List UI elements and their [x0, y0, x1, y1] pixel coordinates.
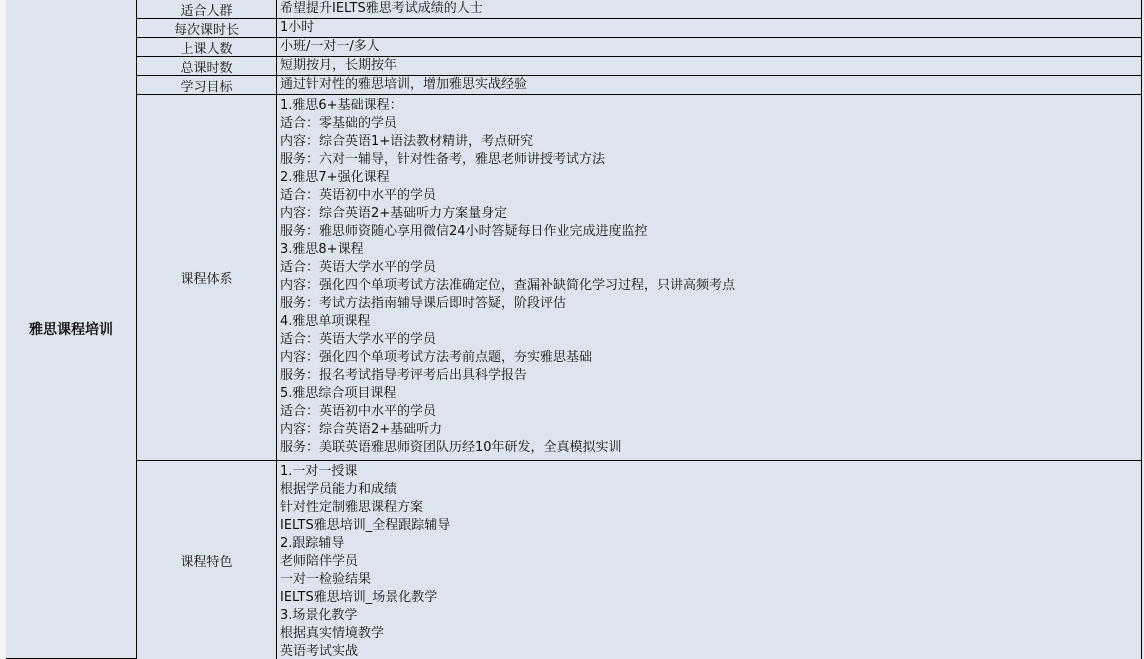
label-course-features: 课程特色: [180, 554, 233, 570]
course-system-line: 适合：英语大学水平的学员: [280, 260, 437, 275]
course-system-line: 服务：美联英语雅思师资团队历经10年研发，全真模拟实训: [280, 440, 622, 455]
course-system-line: 3.雅思8+课程: [280, 242, 364, 257]
label-cell-audience[interactable]: [137, 0, 277, 19]
label-cell-total-hours[interactable]: [137, 57, 277, 76]
value-audience: 希望提升IELTS雅思考试成绩的人士: [280, 1, 483, 16]
value-cell-total-hours[interactable]: [277, 57, 1142, 76]
course-system-line: 内容：强化四个单项考试方法考前点题，夯实雅思基础: [280, 350, 593, 365]
course-features-line: 针对性定制雅思课程方案: [280, 500, 424, 515]
course-features-line: 根据学员能力和成绩: [280, 482, 398, 497]
course-system-line: 适合：英语初中水平的学员: [280, 404, 437, 419]
value-cell-goal[interactable]: [277, 76, 1142, 95]
course-system-line: 2.雅思7+强化课程: [280, 170, 390, 185]
course-features-line: IELTS雅思培训_全程跟踪辅导: [280, 518, 451, 533]
value-duration: 1小时: [280, 20, 315, 35]
label-duration: 每次课时长: [173, 22, 239, 38]
label-class-size: 上课人数: [180, 41, 233, 57]
label-cell-course-features[interactable]: [137, 461, 277, 659]
course-features-line: 3.场景化教学: [280, 608, 358, 623]
course-features-line: 根据真实情境教学: [280, 626, 385, 641]
label-cell-course-system[interactable]: [137, 95, 277, 461]
label-audience: 适合人群: [180, 3, 233, 19]
course-title-cell[interactable]: [6, 0, 137, 659]
label-course-system: 课程体系: [180, 272, 233, 287]
label-cell-class-size[interactable]: [137, 38, 277, 57]
course-features-line: 老师陪伴学员: [280, 554, 359, 569]
course-features-line: 英语考试实战: [280, 644, 359, 659]
value-cell-course-system[interactable]: [277, 95, 1142, 461]
label-cell-goal[interactable]: [137, 76, 277, 95]
course-system-line: 内容：综合英语2+基础听力: [280, 422, 443, 437]
course-system-line: 服务：报名考试指导考评考后出具科学报告: [280, 368, 528, 383]
value-cell-course-features[interactable]: [277, 461, 1142, 659]
course-system-line: 内容：强化四个单项考试方法准确定位，查漏补缺简化学习过程，只讲高频考点: [280, 278, 736, 293]
value-cell-duration[interactable]: [277, 19, 1142, 38]
value-class-size: 小班/一对一/多人: [280, 39, 380, 54]
course-system-line: 1.雅思6+基础课程：: [280, 98, 403, 113]
course-features-line: 一对一检验结果: [280, 572, 372, 587]
label-cell-duration[interactable]: [137, 19, 277, 38]
course-system-line: 适合：英语初中水平的学员: [280, 188, 437, 203]
course-system-line: 服务：六对一辅导，针对性备考，雅思老师讲授考试方法: [280, 152, 606, 167]
value-total-hours: 短期按月，长期按年: [280, 58, 398, 73]
course-system-line: 服务：雅思师资随心享用微信24小时答疑每日作业完成进度监控: [280, 224, 648, 239]
course-features-line: 2.跟踪辅导: [280, 536, 345, 551]
course-system-line: 5.雅思综合项目课程: [280, 386, 397, 401]
course-system-line: 内容：综合英语2+基础听力方案量身定: [280, 206, 508, 221]
course-title: 雅思课程培训: [29, 322, 113, 338]
course-system-line: 内容：综合英语1+语法教材精讲，考点研究: [280, 134, 534, 149]
course-system-line: 服务：考试方法指南辅导课后即时答疑，阶段评估: [280, 296, 567, 311]
value-goal: 通过针对性的雅思培训，增加雅思实战经验: [280, 77, 528, 92]
value-cell-class-size[interactable]: [277, 38, 1142, 57]
label-total-hours: 总课时数: [180, 60, 233, 76]
course-system-line: 适合：英语大学水平的学员: [280, 332, 437, 347]
label-goal: 学习目标: [180, 79, 233, 95]
course-features-line: 1.一对一授课: [280, 464, 358, 479]
course-features-line: IELTS雅思培训_场景化教学: [280, 590, 438, 605]
course-system-line: 4.雅思单项课程: [280, 314, 371, 329]
course-system-line: 适合：零基础的学员: [280, 116, 398, 131]
value-cell-audience[interactable]: [277, 0, 1142, 19]
